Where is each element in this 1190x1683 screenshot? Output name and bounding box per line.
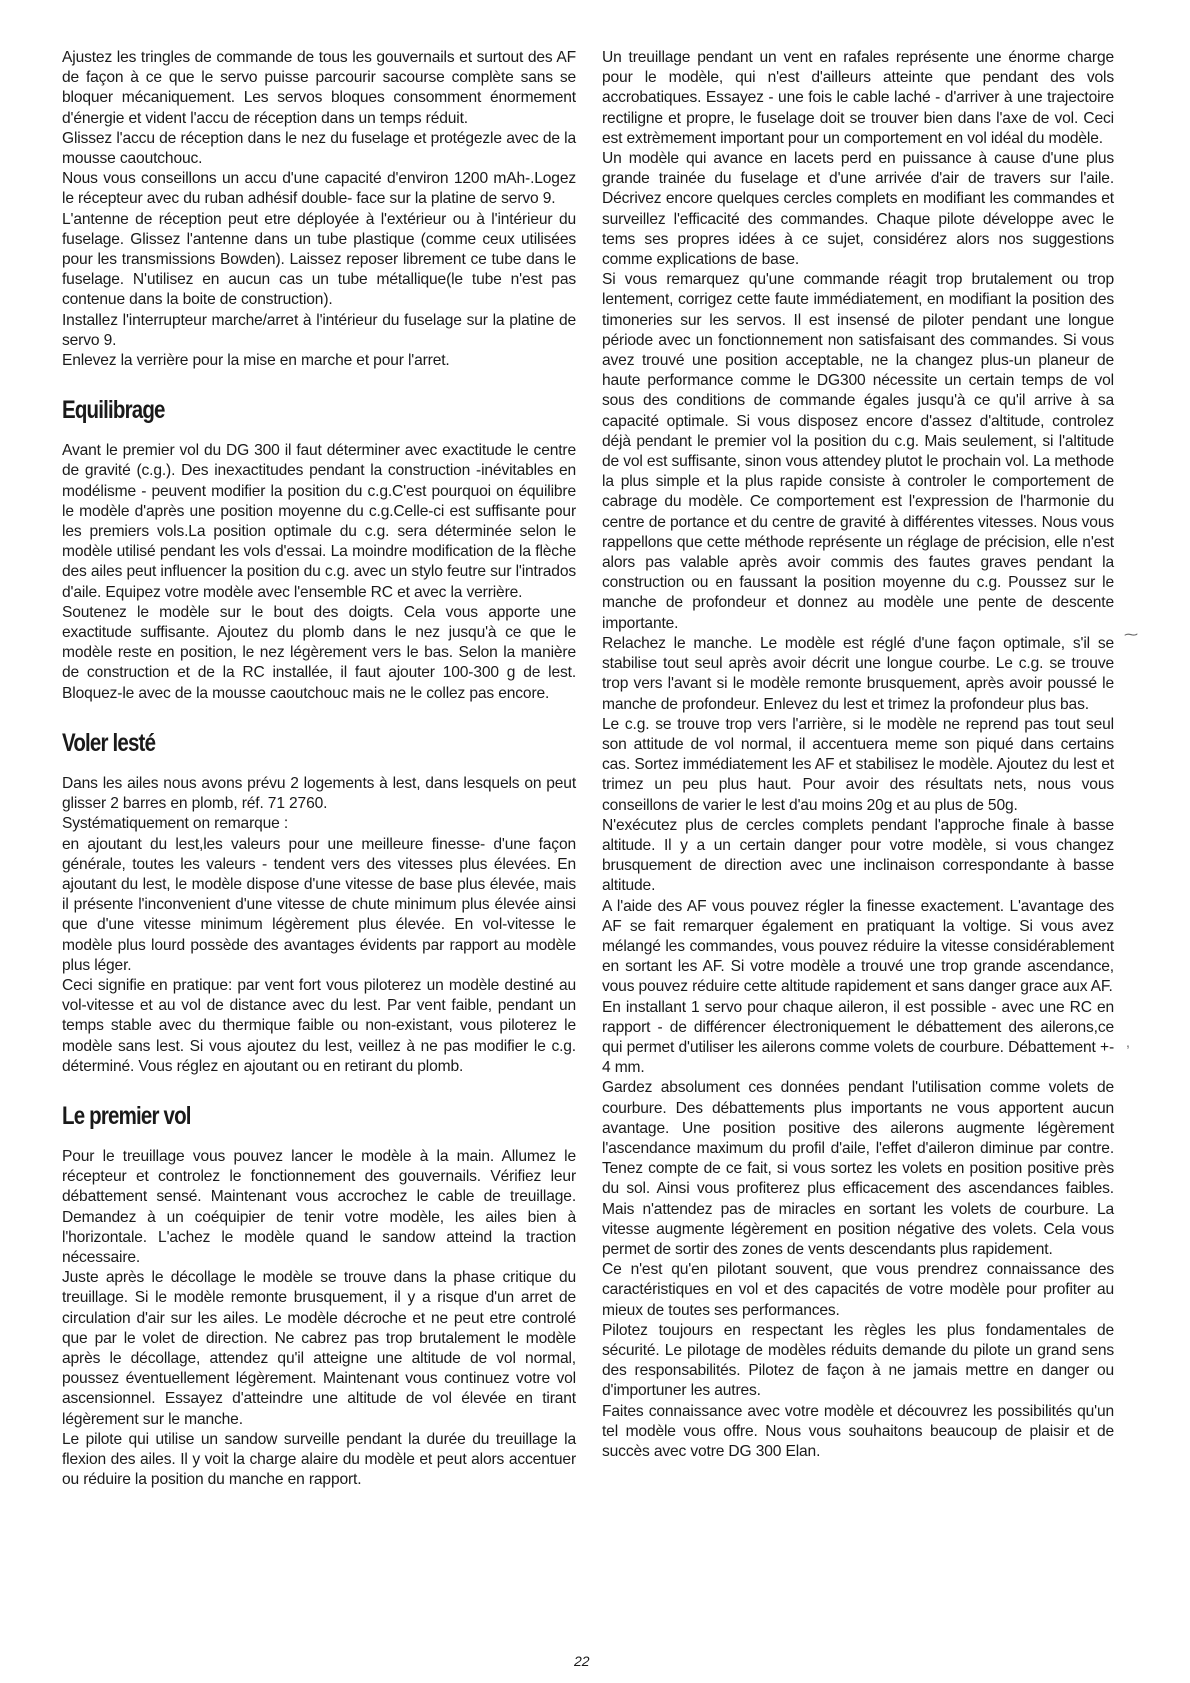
paragraph: Ce n'est qu'en pilotant souvent, que vous prendrez connaissance des caractéristiques en vol et des capacités de votre modèle pour profiter au mieux de toutes ses performances.: [602, 1261, 1114, 1319]
paragraph: Le c.g. se trouve trop vers l'arrière, si le modèle ne reprend pas tout seul son attitude de vol normal, il accentuera meme son piqué dans certains cas. Sortez immédiatement les AF et stabilisez le modèle. Ajoutez du lest et trimez un peu plus haut. Pour avoir des résultats nets, nous vous conseillons de varier le lest d'au moins 20g et au plus de 50g.: [602, 715, 1114, 814]
paragraph: Pour le treuillage vous pouvez lancer le modèle à la main. Allumez le récepteur et controlez le fonctionnement des gouvernails. Vérifiez leur débattement sensé. Maintenant vous accrochez le cable de treuillage. Demandez à un coéquipier de tenir votre modèle, les ailes bien à l'horizontale. L'achez le modèle quand le sandow atteind la traction nécessaire.: [62, 1147, 576, 1266]
paragraph: Un modèle qui avance en lacets perd en puissance à cause d'une plus grande trainée du fuselage et d'une arrivée d'air de travers sur l'aile. Décrivez encore quelques cercles complets en modifiant les commandes et surveillez l'efficacité des commandes. Chaque pilote développe avec le tems ses propres idées à ce sujet, considérez alors nos suggestions comme explications de base.: [602, 150, 1114, 269]
paragraph: Relachez le manche. Le modèle est réglé d'une façon optimale, s'il se stabilise tout seul après avoir décrit une longue courbe. Le c.g. se trouve trop vers l'avant si le modèle remonte brusquement, après avoir poussé le manche de profondeur. Enlevez du lest et trimez la profondeur plus bas.: [602, 634, 1114, 713]
paragraph: A l'aide des AF vous pouvez régler la finesse exactement. L'avantage des AF se fait remarquer également en pratiquant la voltige. Si vous avez mélangé les commandes, vous pouvez réduire la vitesse considérablement en sortant les AF. Si votre modèle a trouvé une trop grande ascendance, vous pouvez réduire cette altitude rapidement et sans danger grace aux AF.: [602, 897, 1114, 996]
paragraph: Pilotez toujours en respectant les règles les plus fondamentales de sécurité. Le pilotage de modèles réduits demande du pilote un grand sens des responsabilités. Pilotez de façon à ne jamais mettre en danger ou d'importuner les autres.: [602, 1321, 1114, 1400]
paragraph: Soutenez le modèle sur le bout des doigts. Cela vous apporte une exactitude suffisante. Ajoutez du plomb dans le nez jusqu'à ce que le modèle reste en position, le nez légèrement vers le bas. Selon la manière de construction et de la RC installée, il faut ajouter 100-300 g de lest. Bloquez-le avec de la mousse caoutchouc mais ne le collez pas encore.: [62, 603, 576, 702]
left-column: [62, 48, 576, 1490]
paragraph: Avant le premier vol du DG 300 il faut déterminer avec exactitude le centre de gravité (c.g.). Des inexactitudes pendant la construction -inévitables en modélisme - peuvent modifier la position du c.g.C'est pourquoi on équilibre le modèle d'après une position moyenne du c.g.Celle-ci est suffisante pour les premiers vols.La position optimale du c.g. sera déterminée selon le modèle utilisé pendant les vols d'essai. La moindre modification de la flèche des ailes peut influencer la position du c.g. avec un stylo feutre sur l'intrados d'aile. Equipez votre modèle avec l'ensemble RC et avec la verrière.: [62, 442, 576, 601]
pen-mark: ,: [1126, 1034, 1130, 1050]
pen-mark: ⁓: [1124, 626, 1138, 642]
paragraph: Faites connaissance avec votre modèle et découvrez les possibilités qu'un tel modèle vous offre. Nous vous souhaitons beaucoup de plaisir et de succès avec votre DG 300 Elan.: [602, 1402, 1114, 1461]
paragraph: Systématiquement on remarque :: [62, 815, 289, 833]
paragraph: en ajoutant du lest,les valeurs pour une meilleure finesse- d'une façon générale, toutes les valeurs - tendent vers des vitesses plus élevées. En ajoutant du lest, le modèle dispose d'une vitesse de base plus élevée, mais il présente l'inconvenient d'une vitesse de chute minimum plus élevée ainsi que d'une vitesse minimum légèrement plus élevée. En vol-vitesse le modèle plus lourd possède des avantages évidents par rapport au modèle plus léger.: [62, 835, 576, 974]
paragraph: Ajustez les tringles de commande de tous les gouvernails et surtout des AF de façon à ce que le servo puisse parcourir sacourse complète sans se bloquer mécaniquement. Les servos bloques consomment énormement d'énergie et vident l'accu de réception dans un temps réduit.: [62, 49, 576, 127]
paragraph: Nous vous conseillons un accu d'une capacité d'environ 1200 mAh-.Logez le récepteur avec du ruban adhésif double- face sur la platine de servo 9.: [62, 170, 576, 208]
paragraph: Le pilote qui utilise un sandow surveille pendant la durée du treuillage la flexion des ailes. Il y voit la charge alaire du modèle et peut alors accentuer ou réduire la position du manche en rapport.: [62, 1430, 576, 1489]
heading-voler-leste: Voler lesté: [62, 728, 156, 757]
paragraph: Juste après le décollage le modèle se trouve dans la phase critique du treuillage. Si le modèle remonte brusquement, il y a risque d'un arret de circulation d'air sur les ailes. Le modèle décroche et ne peut etre controlé que par le volet de direction. Ne cabrez pas trop brutalement le modèle après le décollage, attendez qu'il atteigne une altitude de vol normal, poussez éventuellement légèrement. Maintenant vous continuez votre vol ascensionnel. Essayez d'atteindre une altitude de vol élevée en tirant légèrement sur le manche.: [62, 1269, 576, 1428]
right-column: [602, 48, 1114, 1462]
heading-premier-vol: Le premier vol: [62, 1101, 191, 1130]
paragraph: Glissez l'accu de réception dans le nez du fuselage et protégezle avec de la mousse caoutchouc.: [62, 129, 576, 168]
paragraph: En installant 1 servo pour chaque aileron, il est possible - avec une RC en rapport - de différencer électroniquement le débattement des ailerons,ce qui permet d'utiliser les ailerons comme volets de courbure. Débattement +- 4 mm.: [602, 998, 1114, 1077]
page-number: 22: [574, 1653, 590, 1669]
paragraph: Dans les ailes nous avons prévu 2 logements à lest, dans lesquels on peut glisser 2 barres en plomb, réf. 71 2760.: [62, 774, 576, 813]
paragraph: Ceci signifie en pratique: par vent fort vous piloterez un modèle destiné au vol-vitesse et au vol de distance avec du lest. Par vent faible, pendant un temps stable avec du thermique faible ou non-existant, vous piloterez le modèle sans lest. Si vous ajoutez du lest, veillez à ne pas modifier le c.g. déterminé. Vous réglez en ajoutant ou en retirant du plomb.: [62, 976, 576, 1075]
paragraph: N'exécutez plus de cercles complets pendant l'approche finale à basse altitude. Il y a un certain danger pour votre modèle, si vous changez brusquement de direction avec une inclinaison correspondante à basse altitude.: [602, 816, 1114, 895]
paragraph: Gardez absolument ces données pendant l'utilisation comme volets de courbure. Des débattements plus importants ne vous apportent aucun avantage. Une position positive des ailerons augmente légèrement l'ascendance maximum du profil d'aile, l'effet d'aileron diminue par contre. Tenez compte de ce fait, si vous sortez les volets en position positive près du sol. Ainsi vous profiterez plus efficacement des ascendances faibles. Mais n'attendez pas de miracles en sortant les volets de courbure. La vitesse augmente légèrement en position négative des volets. Cela vous permet de sortir des zones de vents descendants plus rapidement.: [602, 1079, 1114, 1258]
heading-equilibrage: Equilibrage: [62, 396, 165, 425]
paragraph: L'antenne de réception peut etre déployée à l'extérieur ou à l'intérieur du fuselage. Glissez l'antenne dans un tube plastique (comme ceux utilisées pour les transmissions Bowden). Laissez reposer librement ce tube dans le fuselage. N'utilisez en aucun cas un tube métallique(le tube n'est pas contenue dans la boite de construction).: [62, 210, 576, 309]
paragraph: Installez l'interrupteur marche/arret à l'intérieur du fuselage sur la platine de servo 9.: [62, 311, 576, 349]
paragraph: Si vous remarquez qu'une commande réagit trop brutalement ou trop lentement, corrigez cette faute immédiatement, en modifiant la position des timoneries sur les servos. Il est insensé de piloter pendant une longue période avec un fonctionnement non satisfaisant des commandes. Si vous avez trouvé une position acceptable, ne la changez plus-un planeur de haute performance comme le DG300 nécessite un certain temps de vol sous des conditions de commande égales jusqu'à ce qu'il arrive à sa capacité optimale. Si vous disposez encore d'assez d'altitude, controlez déjà pendant le premier vol la position du c.g. Mais seulement, si l'altitude de vol est suffisante, sinon vous attendey plutot le prochain vol. La methode la plus simple et la plus rapide consiste à controler le comportement de cabrage du modèle. Ce comportement est l'expression de l'harmonie du centre de portance et du centre de gravité à différentes vitesses. Nous vous rappellons que cette méthode représente un réglage de précision, elle n'est alors pas valable après avoir commis des fautes graves pendant la construction ou en faussant la position moyenne du c.g. Poussez sur le manche de profondeur et donnez au modèle une pente de descente importante.: [602, 271, 1114, 632]
paragraph: Un treuillage pendant un vent en rafales représente une énorme charge pour le modèle, qui n'est d'ailleurs atteinte que pendant des vols accrobatiques. Essayez - une fois le cable laché - d'arriver à une trajectoire rectiligne et propre, le fuselage doit se trouver bien dans l'axe de vol. Ceci est extrèmement important pour un comportement en vol idéal du modèle.: [602, 49, 1114, 147]
paragraph: Enlevez la verrière pour la mise en marche et pour l'arret.: [62, 352, 450, 370]
